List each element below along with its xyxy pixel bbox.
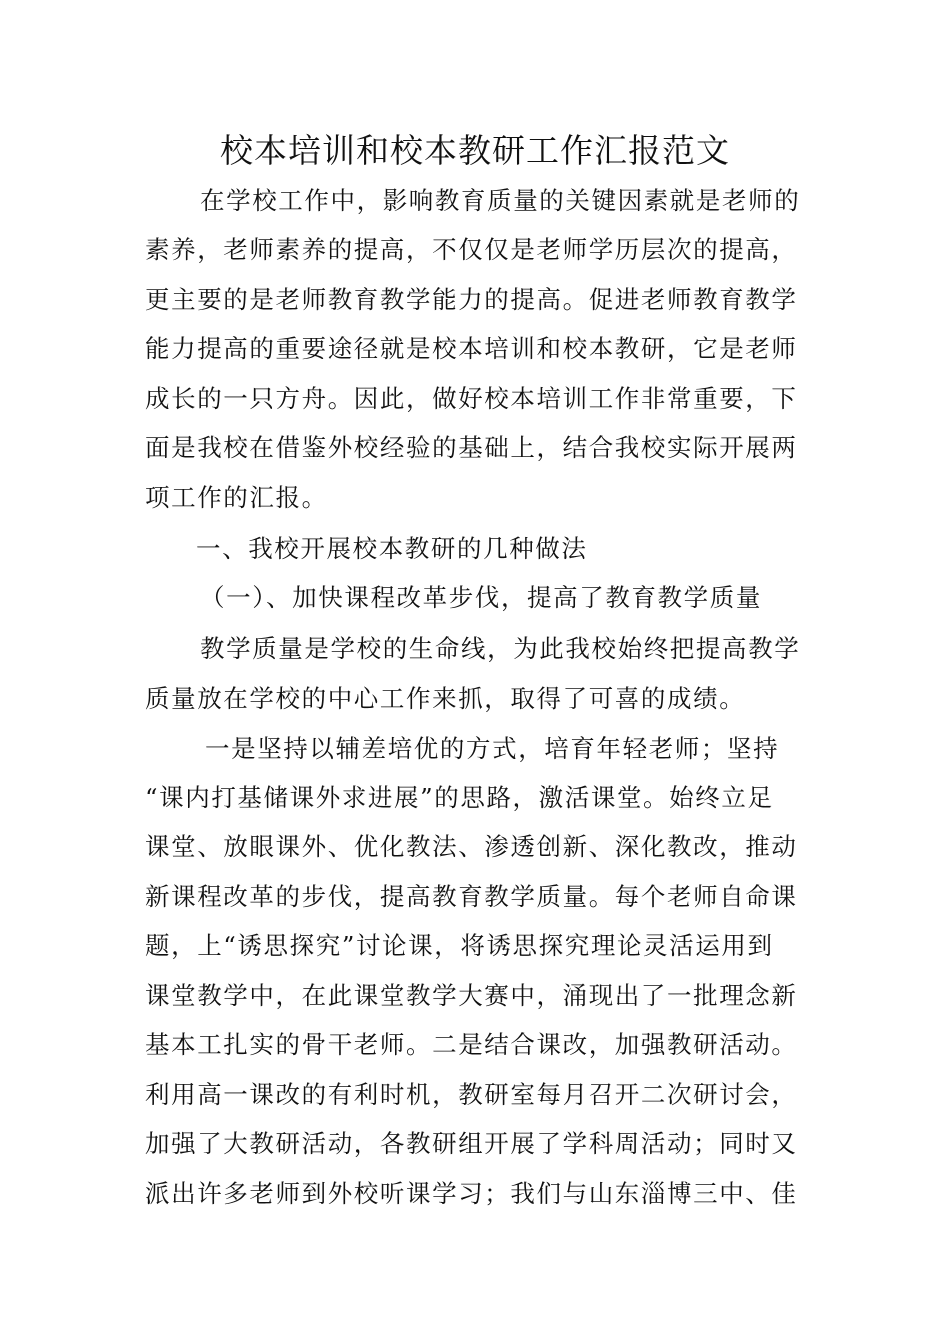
section-heading: 一、我校开展校本教研的几种做法 <box>196 534 588 563</box>
paragraph-line: 成长的一只方舟。因此，做好校本培训工作非常重要，下 <box>145 384 798 413</box>
paragraph-line: 面是我校在借鉴外校经验的基础上，结合我校实际开展两 <box>145 433 798 462</box>
paragraph-line: 素养，老师素养的提高，不仅仅是老师学历层次的提高， <box>145 235 798 264</box>
paragraph-line: 一是坚持以辅差培优的方式，培育年轻老师；坚持 <box>205 734 780 763</box>
paragraph-line: 加强了大教研活动，各教研组开展了学科周活动；同时又 <box>145 1129 798 1158</box>
paragraph-line: 教学质量是学校的生命线，为此我校始终把提高教学 <box>200 634 801 663</box>
paragraph-line: 课堂、放眼课外、优化教法、渗透创新、深化教改，推动 <box>145 832 798 861</box>
paragraph-line: 项工作的汇报。 <box>145 483 328 512</box>
subsection-heading: （一）、加快课程改革步伐，提高了教育教学质量 <box>200 583 762 612</box>
paragraph-line: 利用高一课改的有利时机，教研室每月召开二次研讨会， <box>145 1080 798 1109</box>
paragraph-line: 在学校工作中，影响教育质量的关键因素就是老师的 <box>200 186 801 215</box>
paragraph-line: 新课程改革的步伐，提高教育教学质量。每个老师自命课 <box>145 882 798 911</box>
document-title: 校本培训和校本教研工作汇报范文 <box>220 131 730 170</box>
paragraph-line: 课堂教学中，在此课堂教学大赛中，涌现出了一批理念新 <box>145 981 798 1010</box>
paragraph-line: “课内打基储课外求进展”的思路，激活课堂。始终立足 <box>145 783 774 812</box>
paragraph-line: 质量放在学校的中心工作来抓，取得了可喜的成绩。 <box>145 684 746 713</box>
paragraph-line: 题，上“诱思探究”讨论课，将诱思探究理论灵活运用到 <box>145 931 774 960</box>
paragraph-line: 更主要的是老师教育教学能力的提高。促进老师教育教学 <box>145 285 798 314</box>
paragraph-line: 能力提高的重要途径就是校本培训和校本教研，它是老师 <box>145 334 798 363</box>
paragraph-line: 基本工扎实的骨干老师。二是结合课改，加强教研活动。 <box>145 1030 798 1059</box>
paragraph-line: 派出许多老师到外校听课学习；我们与山东淄博三中、佳 <box>145 1179 798 1208</box>
